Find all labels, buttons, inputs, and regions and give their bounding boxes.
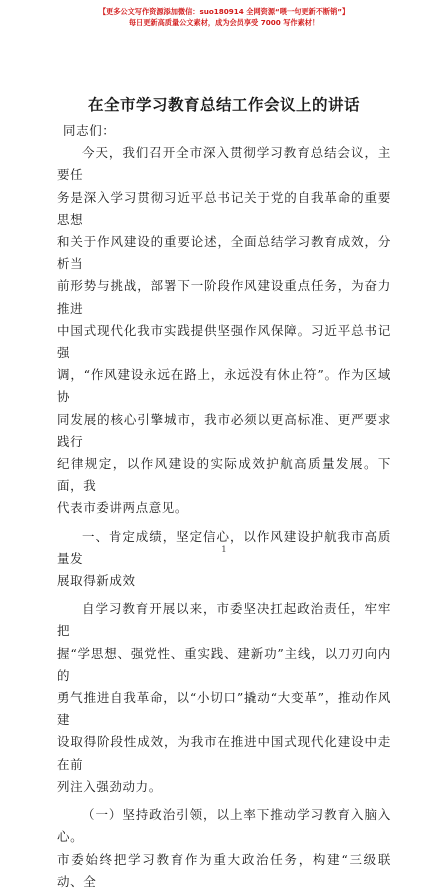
promo-banner-line-2: 每日更新高质量公文素材，成为会员享受 7000 写作素材！ — [128, 18, 320, 27]
promo-banner — [0, 6, 448, 28]
document-title: 在全市学习教育总结工作会议上的讲话 — [87, 95, 360, 114]
page-number: 1 — [221, 545, 227, 555]
promo-banner-line-1: 【更多公文写作资源添加微信：suo180914 全网资源“喂一句更新不断销”】 — [98, 7, 350, 16]
document-body — [57, 120, 391, 893]
paragraph-intro: 今天，我们召开全市深入贯彻学习教育总结会议，主要任 务是深入学习贯彻习近平总书记关于党的自我革命的重要思想 和关于作风建设的重要论述，全面总结学习教育成效，分析当 前形势与挑战，部署下一阶段作风建设重点任务，为奋力推进 中国式现代化我市实践提供坚强作风保障。习近平总书记强 调，“作风建设永远在路上，永远没有休止符”。作为区域协 同发展的核心引擎城市，我市必须以更高标准、更严要求践行 纪律规定，以作风建设的实际成效护航高质量发展。下面，我 代表市委讲两点意见。 — [57, 145, 391, 516]
paragraph-subsection-1: （一）坚持政治引领，以上率下推动学习教育入脑入心。 市委始终把学习教育作为重大政治任务，构建“三级联动、全 — [57, 807, 391, 889]
salutation: 同志们： — [63, 123, 116, 138]
paragraph-achievements: 自学习教育开展以来，市委坚决扛起政治责任，牢牢把 握“学思想、强党性、重实践、建新功”主线，以刀刃向内的 勇气推进自我革命，以“小切口”撬动“大变革”，推动作风建 设取得阶段性成效，为我市在推进中国式现代化建设中走在前 列注入强劲动力。 — [57, 601, 391, 794]
section-heading-1: 一、肯定成绩，坚定信心，以作风建设护航我市高质量发 展取得新成效 — [57, 528, 391, 589]
